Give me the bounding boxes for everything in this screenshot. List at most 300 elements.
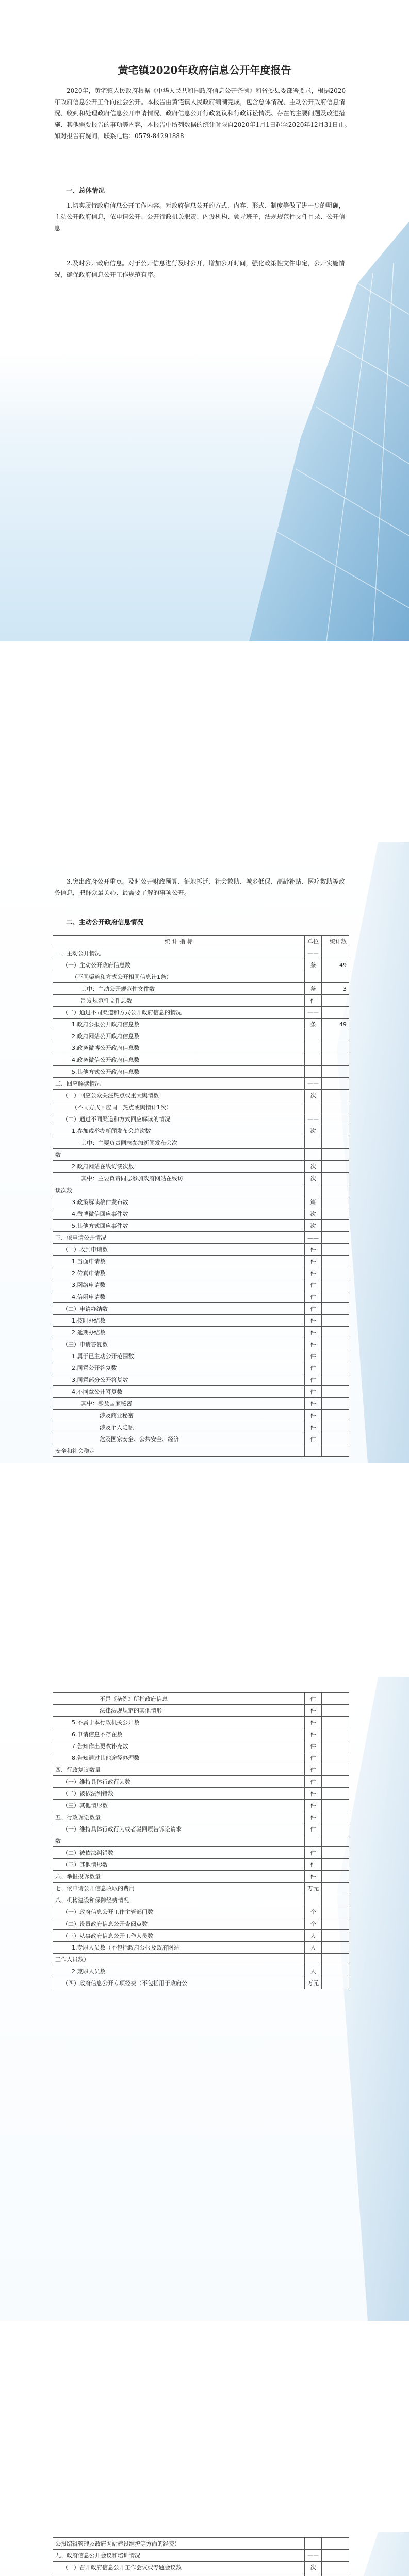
table-row — [53, 1007, 349, 1019]
row-unit: 件 — [305, 1693, 322, 1705]
row-value — [322, 1101, 349, 1113]
row-unit: 次 — [305, 1173, 322, 1184]
row-unit: 个 — [305, 1906, 322, 1918]
row-unit — [305, 1101, 322, 1113]
row-label: 2.传真申请数 — [53, 1267, 305, 1279]
table-row — [53, 2550, 349, 2562]
row-label: 5.其他方式公开政府信息数 — [53, 1066, 305, 1078]
row-label: 公报编辑管理及政府网站建设维护等方面的经费） — [53, 2538, 305, 2550]
table-row — [53, 1705, 349, 1717]
row-value — [322, 1800, 349, 1811]
row-value — [322, 1030, 349, 1042]
table-row — [53, 947, 349, 959]
row-label: 谈次数 — [53, 1184, 305, 1196]
row-label: 5.不属于本行政机关公开数 — [53, 1717, 305, 1728]
table-row — [53, 1125, 349, 1137]
table-row — [53, 995, 349, 1007]
row-unit: 件 — [305, 1279, 322, 1291]
row-label: 2.兼职人员数 — [53, 1965, 305, 1977]
row-value — [322, 1776, 349, 1788]
row-unit: 人 — [305, 1965, 322, 1977]
row-label: 8.告知通过其他途径办理数 — [53, 1752, 305, 1764]
row-value — [322, 1410, 349, 1421]
row-value — [322, 1256, 349, 1267]
row-unit: —— — [305, 1078, 322, 1090]
row-unit: 条 — [305, 1019, 322, 1030]
row-unit: 人 — [305, 1930, 322, 1942]
row-label: 七、依申请公开信息收取的费用 — [53, 1883, 305, 1894]
report-title: 黄宅镇2020年政府信息公开年度报告 — [118, 64, 291, 76]
row-unit: 件 — [305, 1859, 322, 1871]
row-unit: 件 — [305, 1244, 322, 1256]
row-unit: —— — [305, 1007, 322, 1019]
row-label: （二）被依法纠错数 — [53, 1788, 305, 1800]
row-unit — [305, 1149, 322, 1161]
table-row — [53, 1362, 349, 1374]
row-unit: 次 — [305, 1090, 322, 1101]
row-label: 数 — [53, 1149, 305, 1161]
row-label: 二、回应解读情况 — [53, 1078, 305, 1090]
table-row — [53, 1078, 349, 1090]
row-label: 安全和社会稳定 — [53, 1445, 305, 1457]
table-row — [53, 1279, 349, 1291]
table-row — [53, 1244, 349, 1256]
row-value — [322, 1161, 349, 1173]
page-gap — [0, 1463, 409, 1677]
table-row — [53, 1338, 349, 1350]
table-row — [53, 1327, 349, 1338]
row-value — [322, 1811, 349, 1823]
table-row — [53, 1137, 349, 1149]
table-row — [53, 1894, 349, 1906]
row-value — [322, 1918, 349, 1930]
row-unit: 次 — [305, 1208, 322, 1220]
row-unit: 件 — [305, 1433, 322, 1445]
table-row — [53, 1859, 349, 1871]
row-label: （一）召开政府信息公开工作会议或专题会议数 — [53, 2562, 305, 2573]
row-label: 制发规范性文件总数 — [53, 995, 305, 1007]
table-row — [53, 1823, 349, 1835]
table-row — [53, 1811, 349, 1823]
row-label: （一）回应公众关注热点或重大舆情数 — [53, 1090, 305, 1101]
row-value — [322, 1433, 349, 1445]
row-unit: 件 — [305, 1752, 322, 1764]
s1-item-2: 2.及时公开政府信息。对于公开信息进行及时公开，增加公开时间，强化政策性文件审定，公开实施情况，确保政府信息公开工作规范有序。 — [54, 260, 345, 278]
row-unit: 次 — [305, 2562, 322, 2573]
row-value — [322, 947, 349, 959]
intro-paragraph: 2020年，黄宅镇人民政府根据《中华人民共和国政府信息公开条例》和省委县委部署要求，根据2020年政府信息公开工作向社会公开。本报告由黄宅镇人民政府编制完成，包含总体情况、主动公开政府信息情况、收到和处理政府信息公开申请情况、政府信息公开行政复议和行政诉讼情况、存在的主要问题及改进措施、其他需要报告的事项等内容，本报告中所列数据的统计时限自2020年1月1日起至2020年12月31日止。如对报告有疑问，联系电话：0579-84291888 — [54, 87, 351, 140]
row-value — [322, 1267, 349, 1279]
header-item: 统 计 指 标 — [53, 936, 305, 947]
row-label: 1.参加或举办新闻发布会总次数 — [53, 1125, 305, 1137]
table-row — [53, 1930, 349, 1942]
row-unit — [305, 1445, 322, 1457]
row-unit: —— — [305, 1113, 322, 1125]
table-row — [53, 1965, 349, 1977]
table-row — [53, 1776, 349, 1788]
table-row — [53, 1728, 349, 1740]
stats-table-part-3 — [53, 2537, 349, 2576]
row-unit: 万元 — [305, 1977, 322, 1989]
row-unit — [305, 1954, 322, 1965]
row-value — [322, 1244, 349, 1256]
table-row — [53, 1291, 349, 1303]
table-row — [53, 2538, 349, 2550]
row-unit: 次 — [305, 1161, 322, 1173]
table-row — [53, 1019, 349, 1030]
table-row — [53, 1386, 349, 1398]
table-row — [53, 1267, 349, 1279]
row-label: （二）被依法纠错数 — [53, 1847, 305, 1859]
table-row — [53, 1421, 349, 1433]
row-label: （二）通过不同渠道和方式公开政府信息的情况 — [53, 1007, 305, 1019]
row-unit — [305, 1054, 322, 1066]
row-label: （三）申请答复数 — [53, 1338, 305, 1350]
row-label: （不同渠道和方式公开相同信息计1条） — [53, 971, 305, 983]
row-label: 2.延期办结数 — [53, 1327, 305, 1338]
row-value — [322, 1386, 349, 1398]
row-unit: 件 — [305, 1811, 322, 1823]
row-label: （二）申请办结数 — [53, 1303, 305, 1315]
row-label: 1.属于已主动公开范围数 — [53, 1350, 305, 1362]
row-value — [322, 1740, 349, 1752]
row-label: 4.不同意公开答复数 — [53, 1386, 305, 1398]
row-unit: 件 — [305, 1740, 322, 1752]
row-value — [322, 1717, 349, 1728]
row-unit: 件 — [305, 1421, 322, 1433]
row-label: 1.当面申请数 — [53, 1256, 305, 1267]
row-unit: 个 — [305, 1918, 322, 1930]
row-value — [322, 1054, 349, 1066]
row-label: 涉及个人隐私 — [53, 1421, 305, 1433]
table-row — [53, 1256, 349, 1267]
row-label: 4.微博微信回应事件数 — [53, 1208, 305, 1220]
row-value — [322, 1693, 349, 1705]
row-label: 2.政府网站公开政府信息数 — [53, 1030, 305, 1042]
row-value — [322, 1954, 349, 1965]
row-unit: 件 — [305, 1303, 322, 1315]
row-label: 九、政府信息公开会议和培训情况 — [53, 2550, 305, 2562]
row-value — [322, 1965, 349, 1977]
table-row — [53, 1042, 349, 1054]
row-unit: 件 — [305, 1291, 322, 1303]
row-unit: 件 — [305, 1338, 322, 1350]
table-row — [53, 1101, 349, 1113]
row-value — [322, 1042, 349, 1054]
row-unit: 件 — [305, 1800, 322, 1811]
table-row — [53, 1847, 349, 1859]
row-value — [322, 1232, 349, 1244]
row-value — [322, 971, 349, 983]
page-gap — [0, 641, 409, 842]
row-label: 1.专职人员数（不包括政府公报及政府网站 — [53, 1942, 305, 1954]
row-label: （二）通过不同渠道和方式回应解读的情况 — [53, 1113, 305, 1125]
row-label: （一）维持具体行政行为或者驳回原告诉讼请求 — [53, 1823, 305, 1835]
row-value — [322, 1184, 349, 1196]
row-label: 2.政府网站在线访谈次数 — [53, 1161, 305, 1173]
row-label: 五、行政诉讼数量 — [53, 1811, 305, 1823]
row-value — [322, 1208, 349, 1220]
row-unit — [305, 1894, 322, 1906]
table-row — [53, 1752, 349, 1764]
row-value — [322, 2550, 349, 2562]
row-label: 3.政策解读稿件发布数 — [53, 1196, 305, 1208]
row-label: 4.政务微信公开政府信息数 — [53, 1054, 305, 1066]
row-label: 危及国家安全、公共安全、经济 — [53, 1433, 305, 1445]
table-row — [53, 1942, 349, 1954]
table-row — [53, 1445, 349, 1457]
row-label: 6.申请信息不存在数 — [53, 1728, 305, 1740]
table-row — [53, 1149, 349, 1161]
row-unit: 件 — [305, 1256, 322, 1267]
table-row — [53, 1717, 349, 1728]
row-label: 4.信函申请数 — [53, 1291, 305, 1303]
s1-item-1: 1.切实履行政府信息公开工作内容。对政府信息公开的方式、内容、形式、制度等做了进一步的明确，主动公开政府信息，依申请公开、公开行政机关职责、内设机构、领导班子，法规规范性文件目录、公开信息 — [54, 202, 346, 232]
row-value — [322, 1196, 349, 1208]
row-unit: 件 — [305, 1728, 322, 1740]
row-unit: 件 — [305, 995, 322, 1007]
row-label: 四、行政复议数量 — [53, 1764, 305, 1776]
row-value — [322, 2573, 349, 2576]
table-row — [53, 1030, 349, 1042]
row-value: 49 — [322, 959, 349, 971]
row-value — [322, 1883, 349, 1894]
row-value — [322, 1835, 349, 1847]
table-row — [53, 1184, 349, 1196]
row-value — [322, 2562, 349, 2573]
row-label: 2.同意公开答复数 — [53, 1362, 305, 1374]
row-unit: 篇 — [305, 1196, 322, 1208]
row-label: （三）其他情形数 — [53, 1800, 305, 1811]
row-label: （二）设置政府信息公开查阅点数 — [53, 1918, 305, 1930]
row-label: 1.按时办结数 — [53, 1315, 305, 1327]
row-unit — [305, 1184, 322, 1196]
section-1-title: 一、总体情况 — [66, 187, 105, 194]
table-row — [53, 1196, 349, 1208]
row-value: 3 — [322, 983, 349, 995]
row-value — [322, 1007, 349, 1019]
row-value — [322, 1338, 349, 1350]
row-value — [322, 1847, 349, 1859]
row-unit — [305, 1137, 322, 1149]
row-value — [322, 1906, 349, 1918]
row-unit — [305, 2573, 322, 2576]
table-row — [53, 1788, 349, 1800]
row-unit: —— — [305, 947, 322, 959]
row-unit: 件 — [305, 1410, 322, 1421]
row-unit: 条 — [305, 983, 322, 995]
table-row — [53, 1232, 349, 1244]
row-unit: 件 — [305, 1871, 322, 1883]
row-unit: 万元 — [305, 1883, 322, 1894]
row-value — [322, 1173, 349, 1184]
row-label: 5.其他方式回应事件数 — [53, 1220, 305, 1232]
row-unit: 件 — [305, 1267, 322, 1279]
row-unit: 件 — [305, 1374, 322, 1386]
table-row — [53, 1220, 349, 1232]
row-value — [322, 1445, 349, 1457]
row-value: 49 — [322, 1019, 349, 1030]
row-label: 3.网络申请数 — [53, 1279, 305, 1291]
row-value — [322, 1823, 349, 1835]
row-unit — [305, 1066, 322, 1078]
glass-building-image — [239, 222, 409, 641]
table-row — [53, 1398, 349, 1410]
row-value — [322, 1362, 349, 1374]
row-label: 其中：主要负责同志参加政府网站在线访 — [53, 1173, 305, 1184]
row-value — [322, 1374, 349, 1386]
row-value — [322, 1977, 349, 1989]
row-unit — [305, 1030, 322, 1042]
table-row — [53, 1113, 349, 1125]
row-unit: 件 — [305, 1788, 322, 1800]
table-row — [53, 1977, 349, 1989]
row-unit: 条 — [305, 959, 322, 971]
row-value — [322, 1113, 349, 1125]
row-value — [322, 1752, 349, 1764]
row-unit: 件 — [305, 1776, 322, 1788]
row-label: 三、依申请公开情况 — [53, 1232, 305, 1244]
row-value — [322, 995, 349, 1007]
table-row — [53, 2573, 349, 2576]
row-label: 3.政务微博公开政府信息数 — [53, 1042, 305, 1054]
header-value: 统计数 — [322, 936, 349, 947]
row-label: （一）主动公开政府信息数 — [53, 959, 305, 971]
row-unit: 次 — [305, 1125, 322, 1137]
table-row — [53, 1433, 349, 1445]
row-label: 法律法规规定的其他情形 — [53, 1705, 305, 1717]
table-row — [53, 1173, 349, 1184]
row-value — [322, 1066, 349, 1078]
row-label: （一）收到申请数 — [53, 1244, 305, 1256]
table-row — [53, 1883, 349, 1894]
table-row — [53, 959, 349, 971]
row-value — [322, 1327, 349, 1338]
row-label: 其中：主动公开规范性文件数 — [53, 983, 305, 995]
row-label: 数 — [53, 1835, 305, 1847]
row-label: 一、主动公开情况 — [53, 947, 305, 959]
row-value — [322, 1942, 349, 1954]
table-row — [53, 1374, 349, 1386]
row-value — [322, 1421, 349, 1433]
row-value — [322, 1398, 349, 1410]
row-value — [322, 1303, 349, 1315]
row-value — [322, 1728, 349, 1740]
table-header-row — [53, 936, 349, 947]
row-value — [322, 1220, 349, 1232]
row-label: （一）维持具体行政行为数 — [53, 1776, 305, 1788]
row-label: （一）政府信息公开工作主管部门数 — [53, 1906, 305, 1918]
row-value — [322, 1291, 349, 1303]
table-row — [53, 1800, 349, 1811]
table-row — [53, 1764, 349, 1776]
stats-table-part-2 — [53, 1692, 349, 1989]
row-value — [322, 1894, 349, 1906]
row-value — [322, 1315, 349, 1327]
table-row — [53, 1906, 349, 1918]
row-unit: 件 — [305, 1315, 322, 1327]
row-value — [322, 1350, 349, 1362]
row-label: （三）其他情形数 — [53, 1859, 305, 1871]
section-2-title: 二、主动公开政府信息情况 — [66, 918, 144, 926]
row-label: 1.政府公报公开政府信息数 — [53, 1019, 305, 1030]
table-row — [53, 1161, 349, 1173]
row-label: （四）政府信息公开专项经费（不包括用于政府公 — [53, 1977, 305, 1989]
row-value — [322, 2538, 349, 2550]
row-label: （三）从事政府信息公开工作人员数 — [53, 1930, 305, 1942]
table-row — [53, 1740, 349, 1752]
table-row — [53, 1871, 349, 1883]
table-row — [53, 1090, 349, 1101]
row-unit: 件 — [305, 1823, 322, 1835]
table-row — [53, 1835, 349, 1847]
table-row — [53, 1208, 349, 1220]
table-row — [53, 1350, 349, 1362]
row-value — [322, 1090, 349, 1101]
table-row — [53, 1066, 349, 1078]
row-unit: 件 — [305, 1327, 322, 1338]
row-unit: 人 — [305, 1942, 322, 1954]
row-unit: 件 — [305, 1847, 322, 1859]
row-unit: 件 — [305, 1705, 322, 1717]
table-row — [53, 1693, 349, 1705]
row-value — [322, 1788, 349, 1800]
row-value — [322, 1705, 349, 1717]
row-label: （不同方式回应同一热点或舆情计1次） — [53, 1101, 305, 1113]
row-unit: 件 — [305, 1398, 322, 1410]
table-row — [53, 1054, 349, 1066]
table-row — [53, 1954, 349, 1965]
row-unit — [305, 1042, 322, 1054]
row-unit — [305, 971, 322, 983]
row-value — [322, 1279, 349, 1291]
row-value — [322, 1930, 349, 1942]
table-row — [53, 1918, 349, 1930]
row-label: 7.告知作出更改补充数 — [53, 1740, 305, 1752]
table-row — [53, 2562, 349, 2573]
row-unit: 件 — [305, 1350, 322, 1362]
row-unit: 件 — [305, 1717, 322, 1728]
row-value — [322, 1871, 349, 1883]
row-label: 3.同意部分公开答复数 — [53, 1374, 305, 1386]
row-unit — [305, 2538, 322, 2550]
row-label: 涉及商业秘密 — [53, 1410, 305, 1421]
s1-item-3: 3.突出政府公开重点。及时公开财政预算、征地拆迁、社会救助、城乡低保、高龄补贴、医疗救助等政务信息，把群众最关心、最需要了解的事项公开。 — [54, 878, 345, 896]
table-row — [53, 1410, 349, 1421]
row-label: 工作人员数） — [53, 1954, 305, 1965]
row-unit: —— — [305, 2550, 322, 2562]
row-unit: 件 — [305, 1386, 322, 1398]
row-label: 其中：涉及国家秘密 — [53, 1398, 305, 1410]
table-row — [53, 983, 349, 995]
page-gap — [0, 2321, 409, 2532]
header-unit: 单位 — [305, 936, 322, 947]
row-label: 不是《条例》所指政府信息 — [53, 1693, 305, 1705]
row-value — [322, 1125, 349, 1137]
row-value — [322, 1859, 349, 1871]
row-unit: —— — [305, 1232, 322, 1244]
row-value — [322, 1149, 349, 1161]
row-unit — [305, 1835, 322, 1847]
row-label: 其中：主要负责同志参加新闻发布会次 — [53, 1137, 305, 1149]
row-unit: 件 — [305, 1764, 322, 1776]
table-row — [53, 1315, 349, 1327]
table-row — [53, 971, 349, 983]
row-unit: 次 — [305, 1220, 322, 1232]
row-unit: 件 — [305, 1362, 322, 1374]
row-value — [322, 1137, 349, 1149]
row-label: 八、机构建设和保障经费情况 — [53, 1894, 305, 1906]
